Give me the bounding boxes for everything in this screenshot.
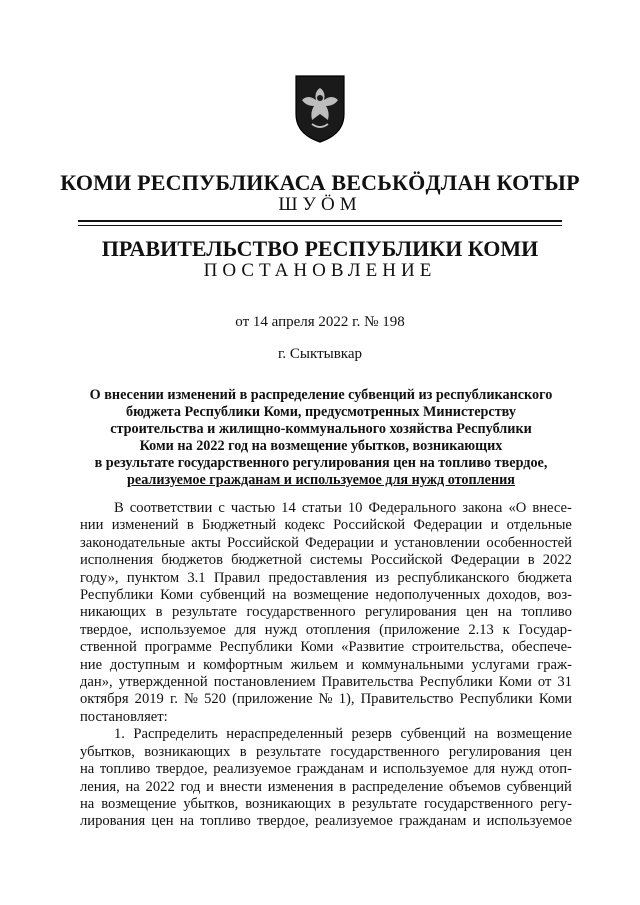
komi-coat-of-arms-emblem <box>292 74 348 144</box>
document-date-number: от 14 апреля 2022 г. № 198 <box>235 314 405 330</box>
komi-document-type: ШУӦМ <box>278 194 362 215</box>
title-line: Коми на 2022 год на возмещение убытков, возникающих <box>139 438 503 454</box>
body-line: 1. Распределить нераспределенный резерв субвенций на возмещение <box>114 726 572 743</box>
title-line: в результате государственного регулирования цен на топливо твердое, <box>94 455 548 471</box>
body-line: нии изменений в Бюджетный кодекс Российской Федерации и отдельные <box>80 517 572 534</box>
body-line: ние доступным и комфортным жильем и коммунальными услугами граж- <box>80 656 572 673</box>
header-divider-thin <box>78 225 562 226</box>
title-line: бюджета Республики Коми, предусмотренных Министерству <box>126 404 516 420</box>
body-line: убытков, возникающих в результате государственного регулирования цен <box>80 743 572 760</box>
body-line: лирования цен на топливо твердое, реализуемое гражданам и используемое <box>80 813 572 830</box>
document-title <box>74 387 568 489</box>
body-line: твердое, используемое для нужд отопления (приложение 2.13 к Государ- <box>80 621 572 638</box>
document-body <box>80 500 572 831</box>
body-line: законодательные акты Российской Федерации и установлении особенностей <box>80 534 572 551</box>
body-line: на возмещение убытков, возникающих в результате государственного регу- <box>80 795 572 812</box>
body-line: В соответствии с частью 14 статьи 10 Федерального закона «О внесе- <box>114 500 572 516</box>
header-divider-thick <box>78 220 562 222</box>
body-line: исполнения бюджетов бюджетной системы Российской Федерации в 2022 <box>80 552 572 569</box>
body-line: ственной программе Республики Коми «Развитие строительства, обеспече- <box>80 639 572 656</box>
title-line-underlined: реализуемое гражданам и используемое для нужд отопления <box>127 472 515 488</box>
body-line: году», пунктом 3.1 Правил предоставления из республиканского бюджета <box>80 569 572 586</box>
russian-government-name: ПРАВИТЕЛЬСТВО РЕСПУБЛИКИ КОМИ <box>101 236 539 261</box>
russian-document-type: ПОСТАНОВЛЕНИЕ <box>203 260 437 281</box>
body-line: Республики Коми субвенций на возмещение недополученных доходов, воз- <box>80 587 572 604</box>
body-line: на топливо твердое, реализуемое гражданам и используемое для нужд отоп- <box>80 761 572 778</box>
title-line: О внесении изменений в распределение субвенций из республиканского <box>89 387 553 403</box>
document-city: г. Сыктывкар <box>277 346 363 362</box>
body-line: октября 2019 г. № 520 (приложение № 1), Правительство Республики Коми <box>80 691 572 708</box>
body-line: постановляет: <box>80 708 168 725</box>
komi-government-name: КОМИ РЕСПУБЛИКАСА ВЕСЬКӦДЛАН КОТЫР <box>60 170 580 195</box>
body-line: никающих в результате государственного регулирования цен на топливо <box>80 604 572 621</box>
body-line: дан», утвержденной постановлением Правительства Республики Коми от 31 <box>80 674 572 691</box>
body-line: ления, на 2022 год и внести изменения в распределение объемов субвенций <box>80 778 572 795</box>
title-line: строительства и жилищно-коммунального хозяйства Республики <box>110 421 532 437</box>
